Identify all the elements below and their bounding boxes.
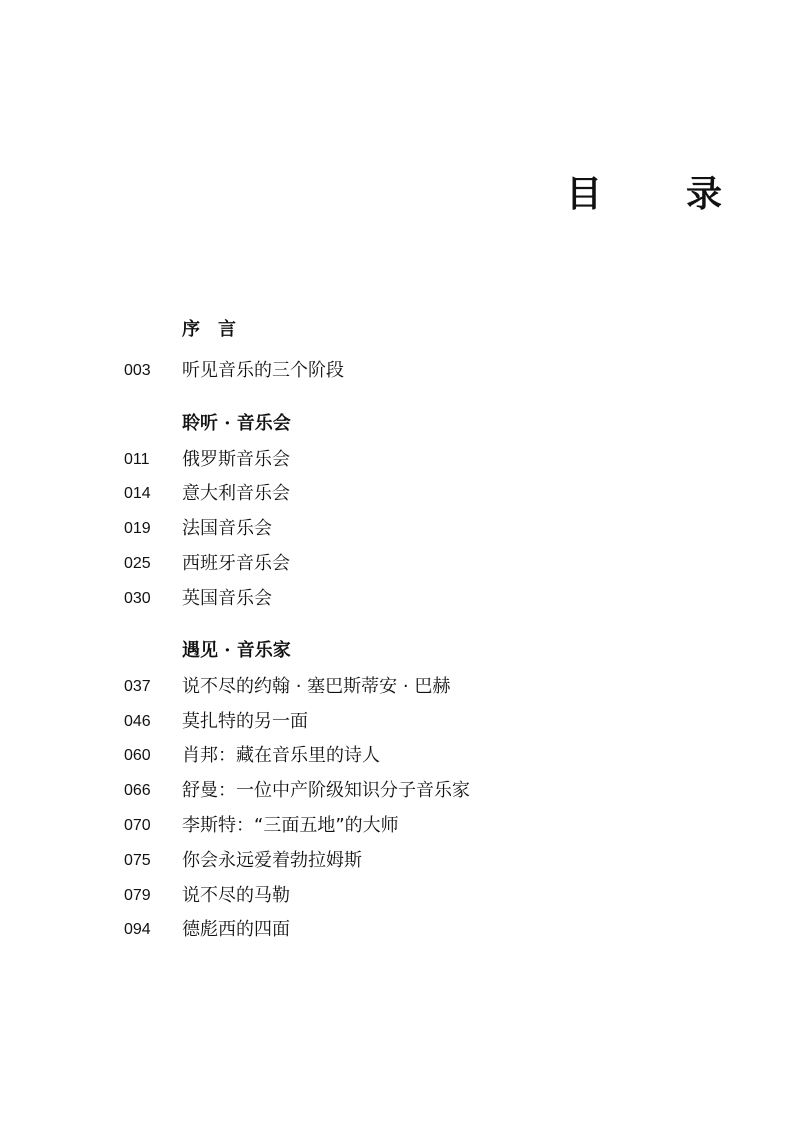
toc-entry-title: 说不尽的约翰 · 塞巴斯蒂安 · 巴赫 bbox=[182, 676, 451, 697]
toc-entry-title: 李斯特：“三面五地”的大师 bbox=[182, 815, 399, 836]
toc-entry-title: 意大利音乐会 bbox=[182, 483, 290, 504]
toc-entry-title: 俄罗斯音乐会 bbox=[182, 449, 290, 470]
toc-page-number: 066 bbox=[124, 782, 151, 799]
toc-entry-title: 英国音乐会 bbox=[182, 588, 272, 609]
toc-entry-title: 说不尽的马勒 bbox=[182, 885, 290, 906]
toc-entry-title: 听见音乐的三个阶段 bbox=[182, 360, 344, 381]
toc-page-number: 075 bbox=[124, 852, 151, 869]
toc-entry-title: 德彪西的四面 bbox=[182, 919, 290, 940]
toc-page-number: 025 bbox=[124, 555, 151, 572]
section-heading-preface: 序 言 bbox=[182, 319, 236, 340]
toc-entry-title: 舒曼：一位中产阶级知识分子音乐家 bbox=[182, 780, 470, 801]
toc-page-number: 094 bbox=[124, 921, 151, 938]
toc-page-number: 011 bbox=[124, 451, 150, 468]
page-title: 目 录 bbox=[566, 173, 747, 215]
toc-page-number: 079 bbox=[124, 887, 151, 904]
toc-page-number: 037 bbox=[124, 678, 151, 695]
section-heading-concerts: 聆听 · 音乐会 bbox=[182, 413, 291, 434]
toc-page-number: 014 bbox=[124, 485, 151, 502]
toc-page-number: 070 bbox=[124, 817, 151, 834]
section-heading-musicians: 遇见 · 音乐家 bbox=[182, 640, 291, 661]
toc-page-number: 003 bbox=[124, 362, 151, 379]
toc-entry-title: 你会永远爱着勃拉姆斯 bbox=[182, 850, 362, 871]
toc-entry-title: 西班牙音乐会 bbox=[182, 553, 290, 574]
toc-page-number: 030 bbox=[124, 590, 151, 607]
toc-page-number: 019 bbox=[124, 520, 151, 537]
toc-page-number: 060 bbox=[124, 747, 151, 764]
toc-page-number: 046 bbox=[124, 713, 151, 730]
toc-entry-title: 莫扎特的另一面 bbox=[182, 711, 308, 732]
toc-entry-title: 法国音乐会 bbox=[182, 518, 272, 539]
toc-entry-title: 肖邦：藏在音乐里的诗人 bbox=[182, 745, 380, 766]
